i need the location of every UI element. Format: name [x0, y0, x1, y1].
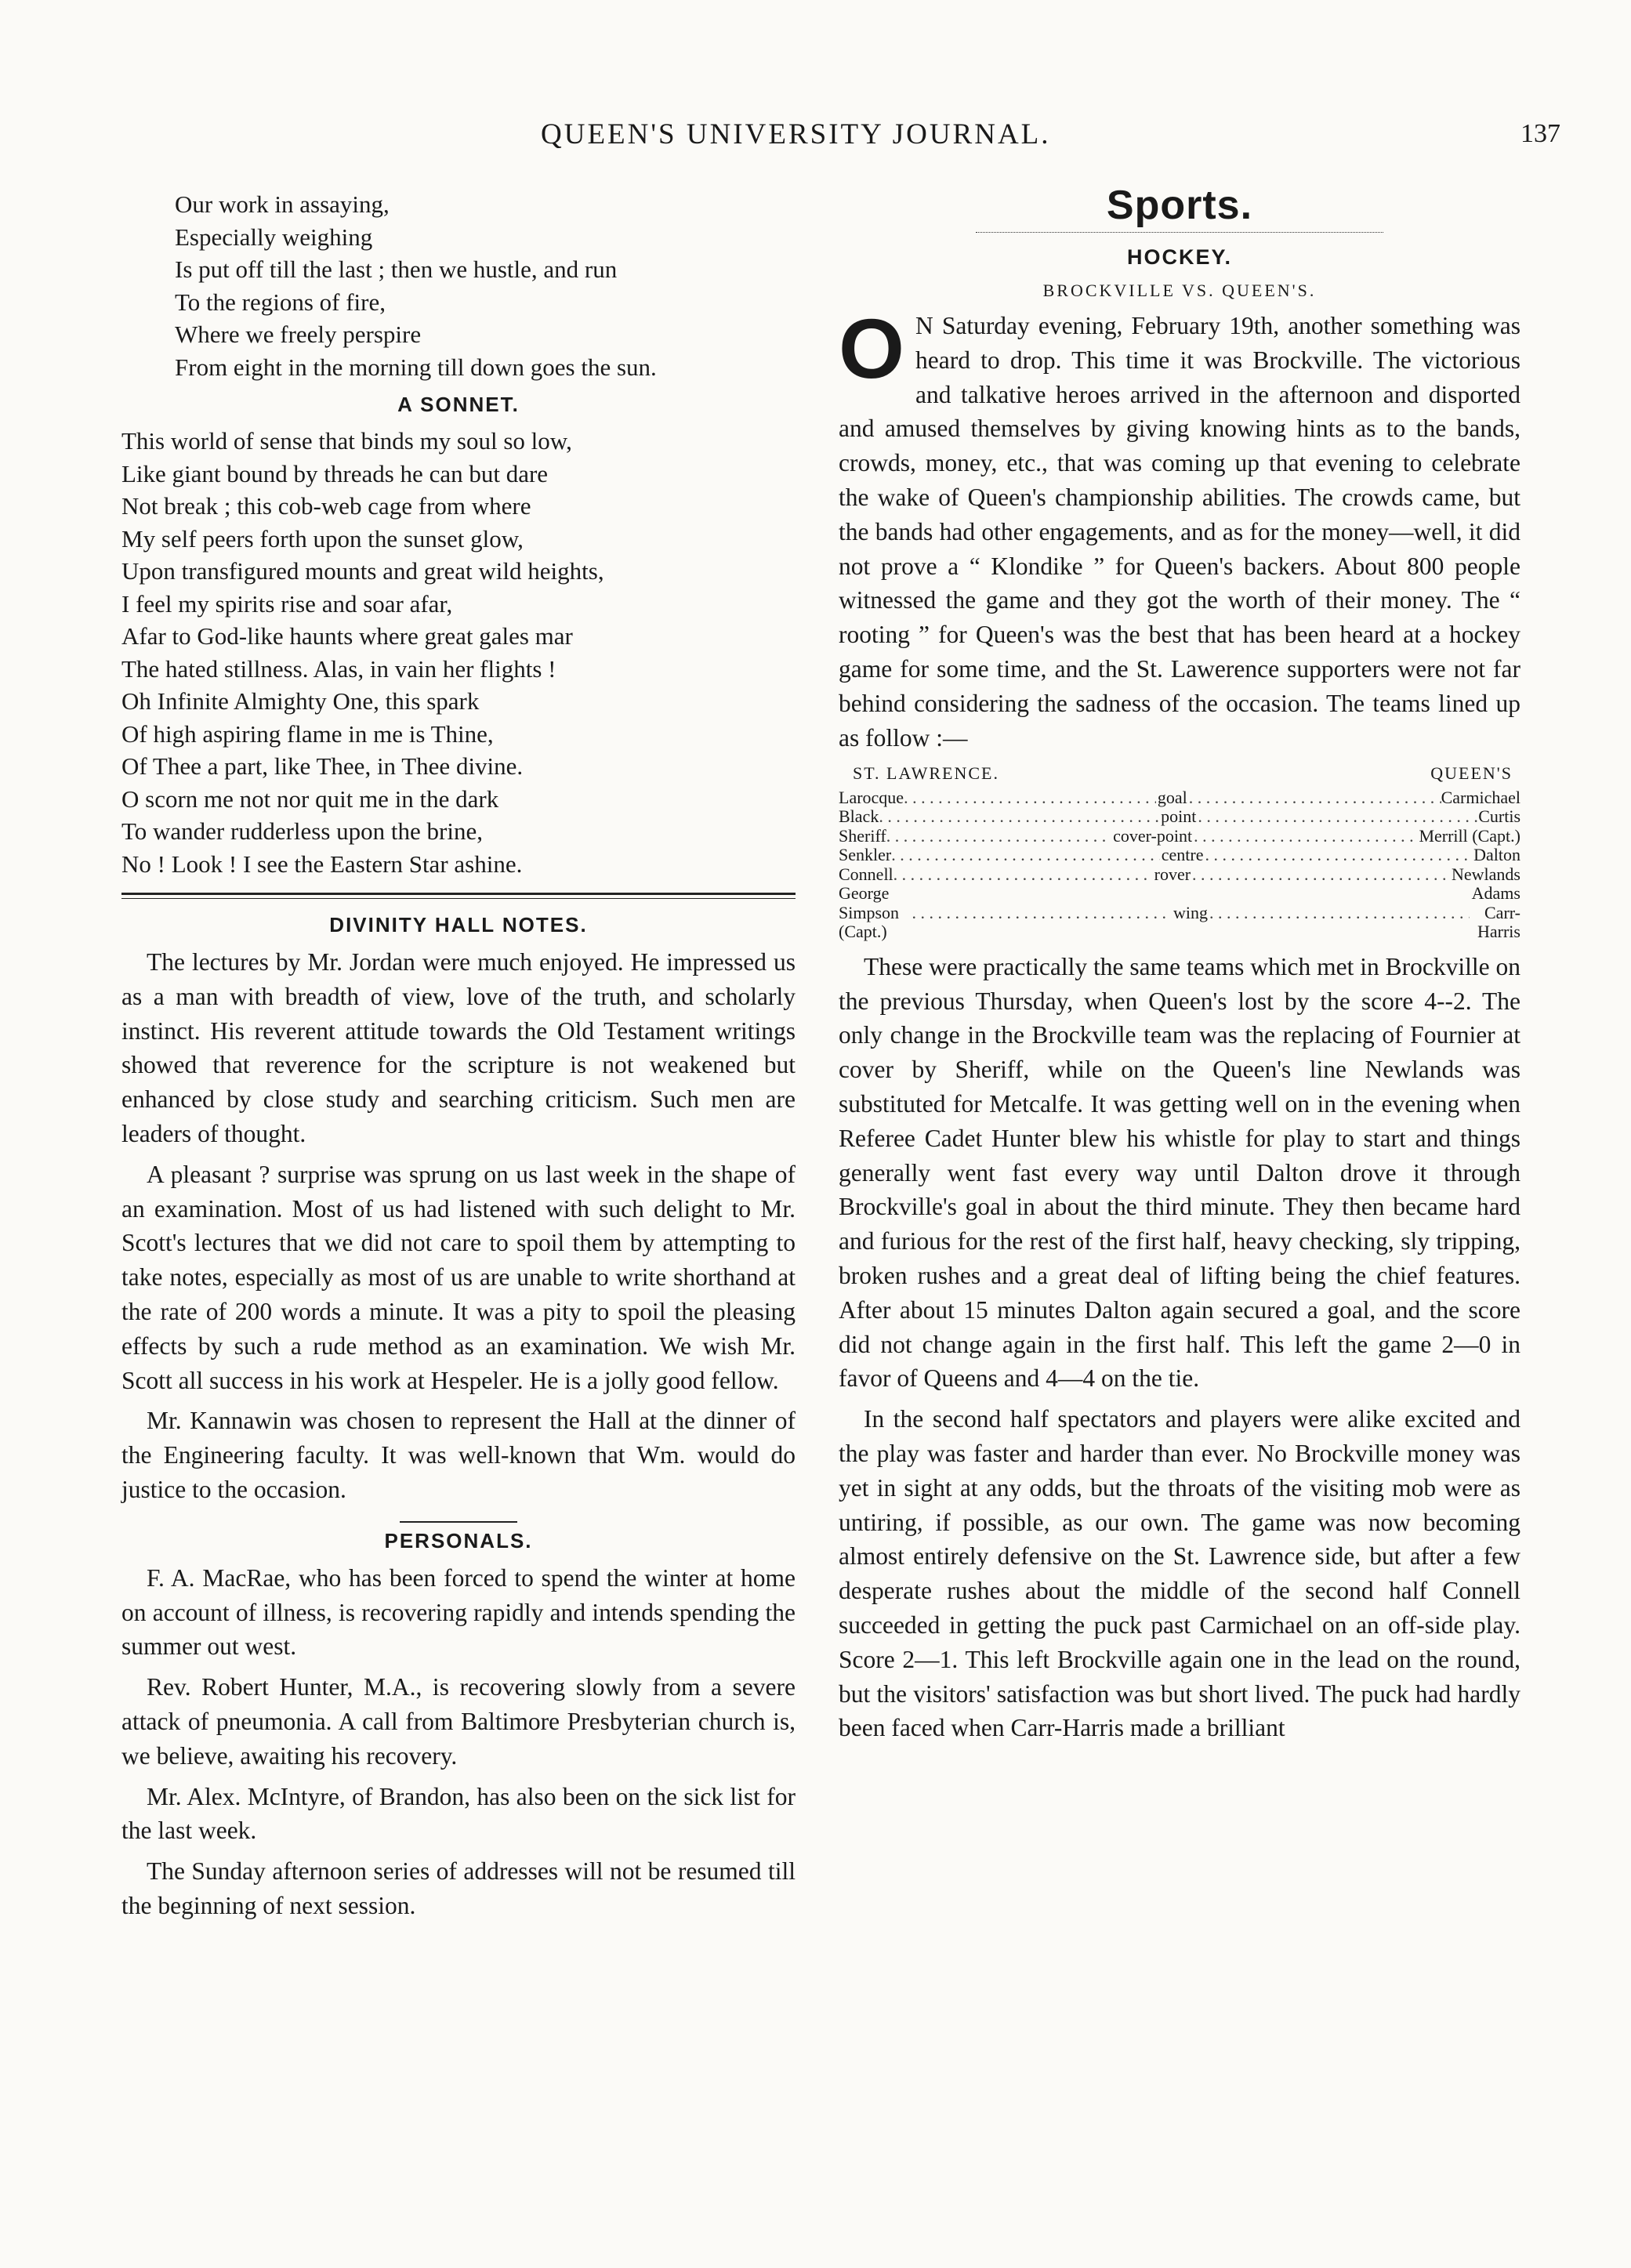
match-title: BROCKVILLE VS. QUEEN'S.: [1042, 281, 1317, 300]
sonnet-line: Of high aspiring flame in me is Thine,: [121, 719, 494, 748]
lineup-row: [839, 865, 1520, 885]
sonnet-line: This world of sense that binds my soul so low,: [121, 427, 572, 455]
position: wing: [1173, 902, 1209, 922]
right-wingers: [1470, 884, 1520, 942]
page-header: [0, 118, 1631, 165]
sonnet-line: Not break ; this cob-web cage from where: [121, 492, 531, 520]
poem-line: Especially weighing: [175, 223, 373, 251]
right-team-name: QUEEN'S: [1430, 763, 1513, 784]
position: rover: [1154, 864, 1191, 884]
personals-paragraph: Mr. Alex. McIntyre, of Brandon, has also been on the sick list for the last week.: [121, 1782, 796, 1845]
position: point: [1161, 806, 1197, 827]
sonnet-line: Of Thee a part, like Thee, in Thee divine.: [121, 752, 524, 780]
left-column: [121, 188, 796, 1929]
lineup-row: [839, 807, 1520, 827]
poem-line: From eight in the morning till down goes the sun.: [175, 353, 657, 381]
lineup-row: [839, 846, 1520, 865]
right-column: [839, 183, 1521, 1752]
left-player: Simpson (Capt.): [839, 902, 900, 942]
left-player: Black: [839, 806, 879, 827]
divinity-paragraph: Mr. Kannawin was chosen to represent the Hall at the dinner of the Engineering faculty. It was well-known that Wm. would do justice to the occasion.: [121, 1407, 796, 1503]
lineup-header: [839, 764, 1520, 784]
divinity-heading: DIVINITY HALL NOTES.: [329, 913, 588, 937]
page-number: 137: [1520, 119, 1560, 148]
left-player: Connell: [839, 864, 893, 884]
sports-title: Sports.: [1106, 183, 1253, 228]
sonnet-line: The hated stillness. Alas, in vain her flights !: [121, 654, 556, 683]
right-player: Merrill (Capt.): [1419, 825, 1520, 846]
section-divider: [400, 1521, 517, 1523]
sonnet-line: Upon transfigured mounts and great wild heights,: [121, 557, 604, 585]
lineup-row-wing: [839, 884, 1520, 942]
left-player: Senkler: [839, 845, 892, 865]
poem-line: Is put off till the last ; then we hustle, and run: [175, 255, 618, 283]
poem-line: Where we freely perspire: [175, 321, 422, 348]
personals-paragraph: F. A. MacRae, who has been forced to spend the winter at home on account of illness, is recovering rapidly and intends spending the summer out west.: [121, 1563, 796, 1661]
sonnet-line: Oh Infinite Almighty One, this spark: [121, 687, 480, 715]
sonnet-line: I feel my spirits rise and soar afar,: [121, 589, 453, 618]
left-player: Sheriff: [839, 825, 886, 846]
divinity-paragraph: A pleasant ? surprise was sprung on us last week in the shape of an examination. Most of us had listened with such delight to Mr. Scott's lectures that we did not care to spoil them by attempting to take notes, especially as most of us are unable to write shorthand at the rate of 200 words a minute. It was a pity to spoil the pleasing effects by such a rude method as an examination. We wish Mr. Scott all success in his work at Hespeler. He is a jolly good fellow.: [121, 1160, 796, 1394]
hockey-intro-text: N Saturday evening, February 19th, another something was heard to drop. This time it was Brockville. The victorious and talkative heroes arrived in the afternoon and disported and amused themselves by giving knowing hints as to the bands, crowds, money, etc., that was coming up that evening to celebrate the wake of Queen's championship abilities. The crowds came, but the bands had other engagements, and as for the money—well, it did not prove a “ Klondike ” for Queen's backers. About 800 people witnessed the game and they got the worth of their money. The “ rooting ” for Queen's was the best that has been heard at a hockey game for some time, and the St. Lawerence supporters were not far behind considering the sadness of the occasion. The teams lined up as follow :—: [839, 312, 1520, 752]
sonnet-line: Afar to God-like haunts where great gales mar: [121, 622, 573, 650]
sonnet: [121, 425, 796, 880]
sonnet-line: My self peers forth upon the sunset glow,: [121, 524, 524, 553]
lineup-row: [839, 827, 1520, 846]
journal-title: QUEEN'S UNIVERSITY JOURNAL.: [541, 118, 1051, 150]
sonnet-line: No ! Look ! I see the Eastern Star ashine.: [121, 850, 523, 878]
drop-cap: O: [839, 301, 905, 396]
sonnet-line: Like giant bound by threads he can but dare: [121, 459, 549, 487]
personals-heading: PERSONALS.: [384, 1528, 533, 1552]
right-player: Carr-Harris: [1477, 902, 1520, 942]
hockey-heading: HOCKEY.: [1126, 245, 1233, 269]
personals-paragraph: Rev. Robert Hunter, M.A., is recovering slowly from a severe attack of pneumonia. A call from Baltimore Presbyterian church is, we believe, awaiting his recovery.: [121, 1673, 796, 1770]
left-player: Larocque: [839, 787, 904, 807]
section-divider: [121, 893, 796, 899]
right-player: Newlands: [1452, 864, 1520, 884]
hockey-paragraph: In the second half spectators and players were alike excited and the play was faster and harder than ever. No Brockville money was yet in sight at any odds, but the throats of the visiting mob were as untiring, if possible, as our own. The game was now becoming almost entirely defensive on the St. Lawrence side, but after a few desperate rushes about the middle of the second half Connell succeeded in getting the puck past Carmichael on an off-side play. Score 2—1. This left Brockville again one in the lead on the round, but the visitors' satisfaction was but short lived. The puck had hardly been faced when Carr-Harris made a brilliant: [839, 1405, 1520, 1742]
hockey-paragraph: These were practically the same teams which met in Brockville on the previous Thursday, when Queen's lost by the score 4--2. The only change in the Brockville team was the replacing of Fournier at cover by Sheriff, while on the Queen's line Newlands was substituted for Metcalfe. It was getting well on in the evening when Referee Cadet Hunter blew his whistle for play to start and things generally went fast every way until Dalton drove it through Brockville's goal in about the third minute. They then became hard and furious for the rest of the first half, heavy checking, sly tripping, broken rushes and a great deal of lifting being the chief features. After about 15 minutes Dalton again secured a goal, and the score did not change again in the first half. This left the game 2—0 in favor of Queens and 4—4 on the tie.: [839, 952, 1520, 1393]
hockey-intro: [839, 301, 1520, 755]
position: centre: [1161, 845, 1204, 865]
left-player: George: [839, 883, 890, 904]
left-wingers: [839, 884, 912, 942]
right-player: Carmichael: [1441, 787, 1521, 807]
right-player: Adams: [1471, 883, 1520, 904]
poem-line: Our work in assaying,: [175, 190, 390, 218]
left-team-name: ST. LAWRENCE.: [853, 763, 999, 784]
sonnet-heading: A SONNET.: [397, 393, 520, 416]
divinity-paragraph: The lectures by Mr. Jordan were much enjoyed. He impressed us as a man with breadth of view, love of the truth, and scholarly instinct. His reverent attitude towards the Old Testament writings showed that reverence for the scripture is not weakened but enhanced by close study and searching criticism. Such men are leaders of thought.: [121, 948, 796, 1147]
right-player: Curtis: [1478, 806, 1521, 827]
sports-divider: [976, 232, 1383, 233]
position: cover-point: [1113, 825, 1193, 846]
poem-line: To the regions of fire,: [175, 288, 386, 316]
sonnet-line: O scorn me not nor quit me in the dark: [121, 784, 499, 813]
team-lineup: [839, 764, 1520, 942]
sonnet-line: To wander rudderless upon the brine,: [121, 817, 483, 845]
assaying-poem: [121, 188, 796, 383]
lineup-row: [839, 788, 1520, 808]
personals-paragraph: The Sunday afternoon series of addresses will not be resumed till the beginning of next session.: [121, 1857, 796, 1919]
position: goal: [1157, 787, 1187, 807]
right-player: Dalton: [1473, 845, 1520, 865]
